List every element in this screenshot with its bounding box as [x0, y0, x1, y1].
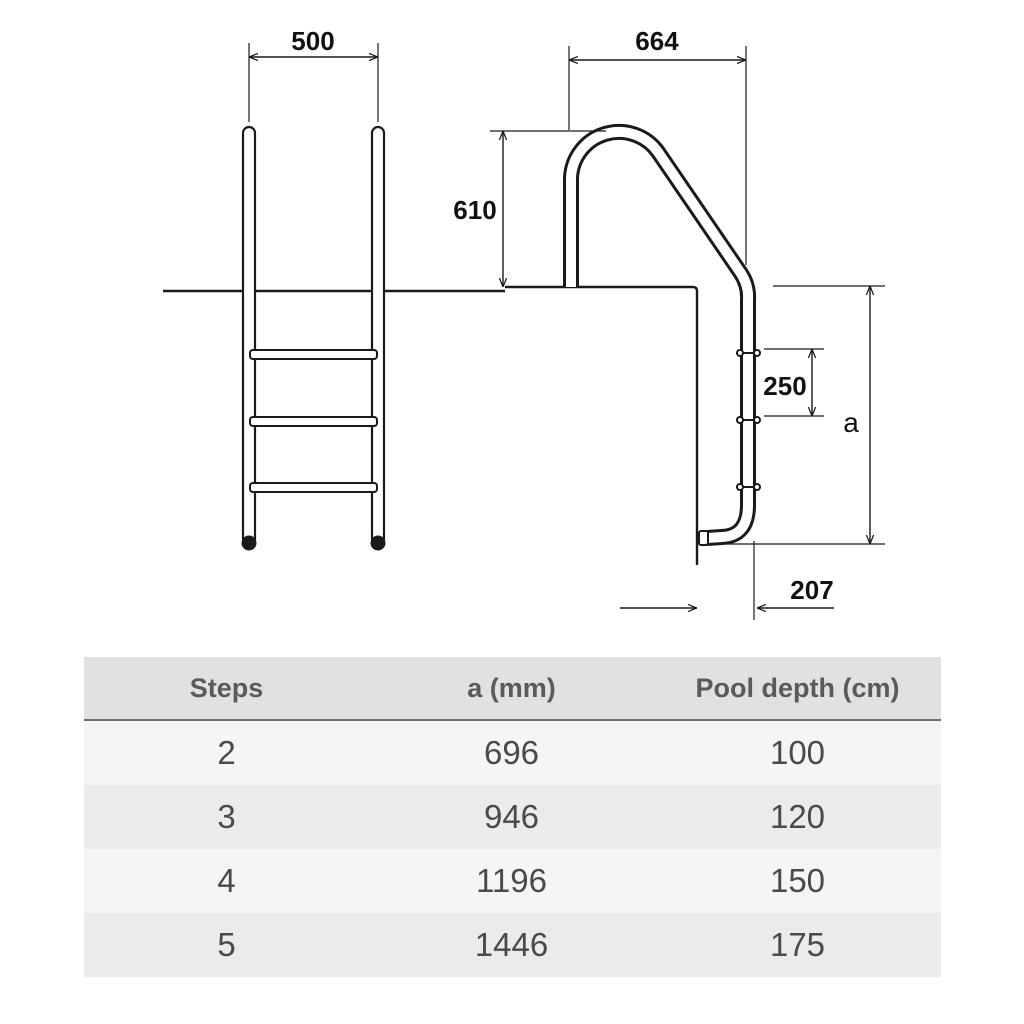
ladder-width-label: 500 — [291, 26, 335, 56]
handrail-tube — [571, 132, 748, 538]
cell-a-mm: 946 — [369, 785, 654, 849]
header-a-mm: a (mm) — [369, 657, 654, 720]
cell-steps: 5 — [84, 913, 369, 977]
right-rubber-foot — [371, 536, 385, 550]
cell-pool-depth: 175 — [654, 913, 941, 977]
table-row — [84, 849, 941, 913]
height-a-label: a — [843, 407, 859, 438]
table-row — [84, 785, 941, 849]
rail-height-label: 610 — [453, 195, 497, 225]
side-view-ladder — [490, 46, 885, 620]
cell-steps: 3 — [84, 785, 369, 849]
cell-a-mm: 696 — [369, 720, 654, 785]
table-row — [84, 720, 941, 785]
cell-a-mm: 1446 — [369, 913, 654, 977]
header-pool-depth: Pool depth (cm) — [654, 657, 941, 720]
handrail-span-label: 664 — [635, 26, 679, 56]
header-steps: Steps — [84, 657, 369, 720]
cell-a-mm: 1196 — [369, 849, 654, 913]
table-row — [84, 913, 941, 977]
left-rubber-foot — [242, 536, 256, 550]
front-view-ladder — [163, 43, 505, 550]
step-spacing-label: 250 — [763, 371, 807, 401]
table-header-row — [84, 657, 941, 720]
cell-pool-depth: 150 — [654, 849, 941, 913]
cell-pool-depth: 100 — [654, 720, 941, 785]
wall-bracket — [699, 531, 708, 545]
ladder-spec-table — [84, 657, 941, 977]
cell-steps: 4 — [84, 849, 369, 913]
ladder-step — [250, 417, 377, 426]
pool-wall — [505, 287, 697, 565]
cell-pool-depth: 120 — [654, 785, 941, 849]
cell-steps: 2 — [84, 720, 369, 785]
ladder-step — [250, 350, 377, 359]
wall-offset-label: 207 — [790, 575, 834, 605]
ladder-step — [250, 483, 377, 492]
